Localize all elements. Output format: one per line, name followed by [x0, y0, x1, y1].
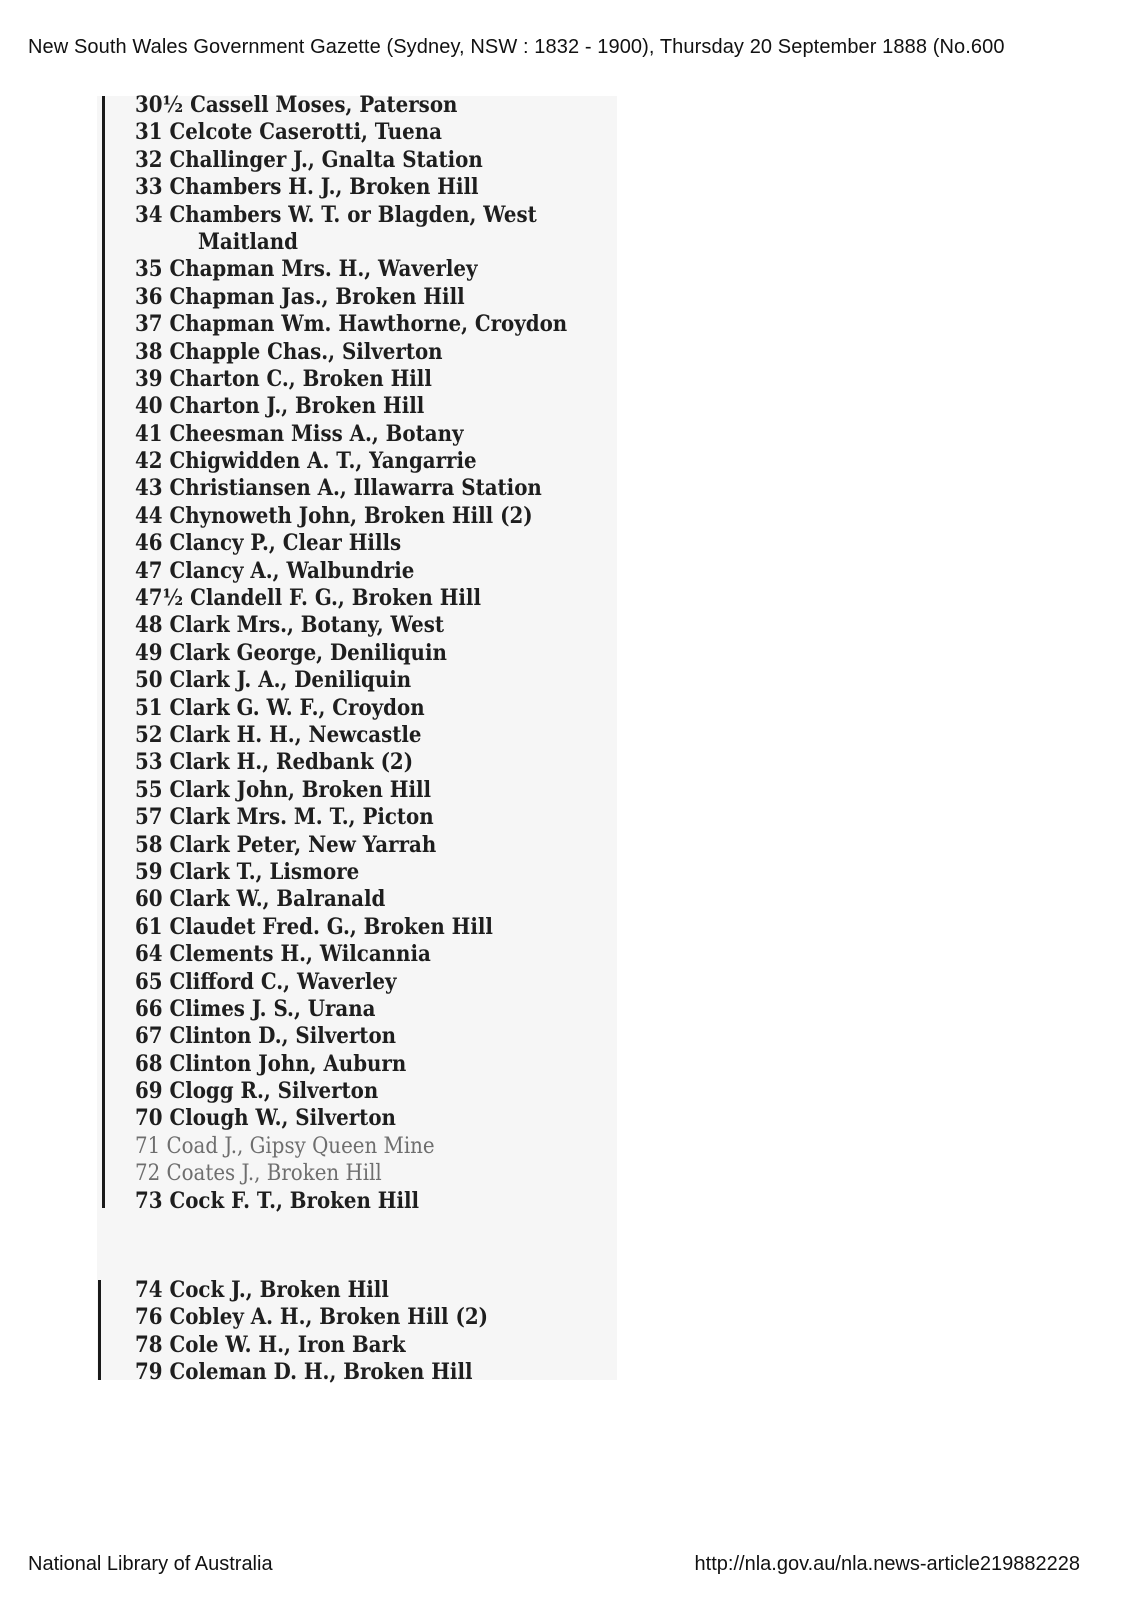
list-item: 30½ Cassell Moses, Paterson	[135, 92, 458, 118]
list-item: 52 Clark H. H., Newcastle	[135, 721, 422, 748]
list-item: 61 Claudet Fred. G., Broken Hill	[135, 913, 493, 940]
list-item: 33 Chambers H. J., Broken Hill	[135, 174, 479, 201]
entry-list-top	[135, 92, 615, 1215]
list-item: 40 Charton J., Broken Hill	[135, 393, 425, 420]
list-item: 43 Christiansen A., Illawarra Station	[135, 475, 542, 502]
list-item: 42 Chigwidden A. T., Yangarrie	[135, 448, 477, 475]
list-item: 39 Charton C., Broken Hill	[135, 365, 432, 392]
list-item: 66 Climes J. S., Urana	[135, 995, 376, 1022]
list-item: 50 Clark J. A., Deniliquin	[135, 667, 412, 694]
article-url: http://nla.gov.au/nla.news-article219882228	[694, 1553, 1080, 1575]
list-item: 47½ Clandell F. G., Broken Hill	[135, 585, 481, 612]
list-item: 78 Cole W. H., Iron Bark	[135, 1331, 406, 1358]
list-item: 67 Clinton D., Silverton	[135, 1023, 397, 1050]
list-item: 70 Clough W., Silverton	[135, 1105, 396, 1132]
list-item: 34 Chambers W. T. or Blagden, West	[135, 201, 537, 228]
list-item: 76 Cobley A. H., Broken Hill (2)	[135, 1304, 488, 1331]
list-item: 60 Clark W., Balranald	[135, 886, 386, 913]
library-credit: National Library of Australia	[28, 1553, 273, 1575]
list-item: 47 Clancy A., Walbundrie	[135, 557, 415, 584]
list-item: 51 Clark G. W. F., Croydon	[135, 694, 425, 721]
list-item: 35 Chapman Mrs. H., Waverley	[135, 256, 478, 283]
list-item: 53 Clark H., Redbank (2)	[135, 749, 414, 776]
list-item: 71 Coad J., Gipsy Queen Mine	[135, 1133, 435, 1159]
list-item: 79 Coleman D. H., Broken Hill	[135, 1359, 473, 1386]
list-item: 46 Clancy P., Clear Hills	[135, 530, 402, 557]
list-item: 73 Cock F. T., Broken Hill	[135, 1187, 420, 1214]
column-rule-bottom	[98, 1280, 101, 1380]
list-item: 69 Clogg R., Silverton	[135, 1078, 379, 1105]
list-item: 57 Clark Mrs. M. T., Picton	[135, 804, 434, 831]
list-item: 74 Cock J., Broken Hill	[135, 1277, 389, 1303]
list-item: 58 Clark Peter, New Yarrah	[135, 831, 437, 858]
list-item: 41 Cheesman Miss A., Botany	[135, 420, 464, 447]
list-item: 72 Coates J., Broken Hill	[135, 1161, 382, 1187]
list-item: 59 Clark T., Lismore	[135, 858, 360, 885]
list-item: 32 Challinger J., Gnalta Station	[135, 146, 483, 173]
column-rule-top	[102, 96, 105, 1208]
list-item: 38 Chapple Chas., Silverton	[135, 338, 443, 365]
list-item: 37 Chapman Wm. Hawthorne, Croydon	[135, 311, 568, 338]
list-item: 36 Chapman Jas., Broken Hill	[135, 283, 465, 310]
source-citation: New South Wales Government Gazette (Sydney, NSW : 1832 - 1900), Thursday 20 September 1888 (No.600	[28, 36, 1005, 58]
list-item-continuation: Maitland	[198, 228, 299, 255]
list-item: 68 Clinton John, Auburn	[135, 1050, 407, 1077]
list-item: 44 Chynoweth John, Broken Hill (2)	[135, 502, 533, 529]
list-item: 48 Clark Mrs., Botany, West	[135, 612, 445, 639]
entry-list-bottom	[135, 1277, 527, 1387]
list-item: 65 Clifford C., Waverley	[135, 968, 397, 995]
list-item: 64 Clements H., Wilcannia	[135, 941, 431, 968]
list-item: 31 Celcote Caserotti, Tuena	[135, 119, 442, 146]
list-item: 49 Clark George, Deniliquin	[135, 639, 447, 666]
list-item: 55 Clark John, Broken Hill	[135, 776, 432, 803]
